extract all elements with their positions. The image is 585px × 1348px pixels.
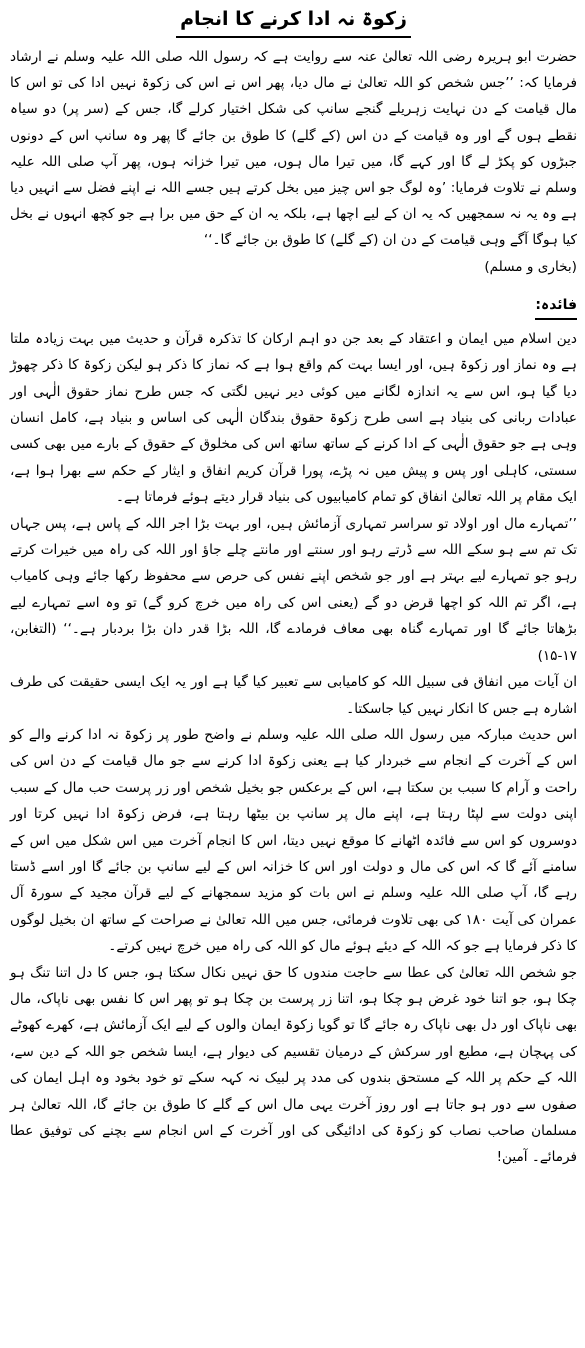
commentary-body: [10, 326, 577, 1171]
commentary-paragraph-3: ان آیات میں انفاق فی سبیل اللہ کو کامیابی سے تعبیر کیا گیا ہے اور یہ ایک ایسی حقیقت کی طرف اشارہ ہے جس کا انکار نہیں کیا جاسکتا۔: [10, 674, 577, 717]
section-label-wrap: [10, 290, 577, 326]
commentary-paragraph-4: اس حدیث مبارکہ میں رسول اللہ صلی اللہ علیہ وسلم نے واضح طور پر زکوۃ نہ ادا کرنے والے کو اس کے آخرت کے انجام سے خبردار کیا ہے یعنی زکوۃ ادا کرنے سے جو مال قیامت کے دن اس کی راحت و آرام کا سبب بن سکتا ہے، اس کے برعکس جو بخیل شخص اور زر پرست حب مال کے سبب اپنی دولت سے لپٹا رہتا ہے، اپنے مال پر سانپ بن بیٹھا رہتا ہے، فرض زکوۃ ادا نہیں کرتا اور دوسروں کو اس سے فائدہ اٹھانے کا موقع نہیں دیتا، اس کا انجام آخرت میں اس شکل میں اس کے سامنے آئے گا کہ اس کی مال و دولت اور اس کا خزانہ اس کے لیے سانپ بن جائے گا اور اسے ڈستا رہے گا، آپ صلی اللہ علیہ وسلم نے اس بات کو مزید سمجھانے کے لیے قرآن مجید کے سورۃ آل عمران کی آیت ۱۸۰ کی بھی تلاوت فرمائی، جس میں اللہ تعالیٰ نے صراحت کے ساتھ ان بخیل لوگوں کا ذکر فرمایا ہے جو کہ اللہ کے دیئے ہوئے مال کو اللہ کی راہ میں خرچ نہیں کرتے۔: [10, 726, 578, 955]
article-title: زکوۃ نہ ادا کرنے کا انجام: [176, 4, 411, 38]
benefit-section-label: فائدہ:: [535, 292, 577, 320]
hadith-reference: (بخاری و مسلم): [484, 258, 577, 275]
quran-quote-paragraph: ’’تمہارے مال اور اولاد تو سراسر تمہاری آزمائش ہیں، اور بہت بڑا اجر اللہ کے پاس ہے، پس جہاں تک تم سے ہو سکے اللہ سے ڈرتے رہو اور سنتے اور مانتے چلے جاؤ اور اللہ کی راہ میں خیرات کرتے رہو جو تمہارے لیے بہتر ہے اور جو شخص اپنے نفس کی حرص سے محفوظ رکھا جائے وہی کامیاب ہے، اگر تم اللہ کو اچھا قرض دو گے (یعنی اس کی راہ میں خرچ کرو گے) تو وہ اسے تمہارے لیے بڑھاتا جائے گا اور تمہارے گناہ بھی معاف فرمادے گا، اللہ بڑا قدر دان بڑا بردبار ہے۔‘‘ (التغابن، ۱۷-۱۵): [10, 515, 577, 664]
commentary-paragraph-1: دین اسلام میں ایمان و اعتقاد کے بعد جن دو اہم ارکان کا تذکرہ قرآن و حدیث میں بہت زیادہ ملتا ہے وہ نماز اور زکوۃ ہیں، اور ایسا بہت کم واقع ہوا ہے کہ نماز کا ذکر ہو لیکن زکوۃ کا ذکر چھوڑ دیا گیا ہو، اس سے یہ اندازہ لگانے میں کوئی دیر نہیں لگتی کہ جس طرح نماز حقوق الٰہی اور عبادات ربانی کی بنیاد ہے اسی طرح زکوۃ حقوق بندگان الٰہی کی اساس و بنیاد ہے، کامل انسان وہی ہے جو حقوق الٰہی کے ادا کرنے کے ساتھ ساتھ اس کی مخلوق کے حقوق کے بارے میں بھی کسی سستی، کاہلی اور پس و پیش میں نہ پڑے، پورا قرآن کریم انفاق و ایثار کے حکم سے بھرا ہوا ہے، ایک مقام پر اللہ تعالیٰ انفاق کو تمام کامیابیوں کی بنیاد قرار دیتے ہوئے فرماتا ہے۔: [10, 330, 577, 506]
hadith-text: حضرت ابو ہریرہ رضی اللہ تعالیٰ عنہ سے روایت ہے کہ رسول اللہ صلی اللہ علیہ وسلم نے ارشاد فرمایا کہ: ’’جس شخص کو اللہ تعالیٰ نے مال دیا، پھر اس نے اس کی زکوۃ نہیں ادا کی تو اس کا مال قیامت کے دن نہایت زہریلے گنجے سانپ کی شکل اختیار کرلے گا، جس کے (سر پر) دو سیاہ نقطے ہوں گے اور وہ قیامت کے دن اس (کے گلے) کا طوق بن جائے گا پھر وہ سانپ اس کے دونوں جبڑوں کو پکڑ لے گا اور کہے گا، میں تیرا مال ہوں، میں تیرا خزانہ ہوں، پھر آپ صلی اللہ علیہ وسلم نے تلاوت فرمایا: ’وہ لوگ جو اس چیز میں بخل کرتے ہیں جسے اللہ نے اپنے فضل سے انہیں دیا ہے وہ یہ نہ سمجھیں کہ یہ ان کے لیے اچھا ہے، بلکہ یہ ان کے حق میں برا ہے جو کچھ انہوں نے بخل کیا ہوگا آگے وہی قیامت کے دن ان (کے گلے) کا طوق بن جائے گا۔‘‘: [10, 49, 577, 249]
commentary-paragraph-5: جو شخص اللہ تعالیٰ کی عطا سے حاجت مندوں کا حق نہیں نکال سکتا ہو، جس کا دل اتنا تنگ ہو چکا ہو، جو اتنا خود غرض ہو چکا ہو، اتنا زر پرست بن چکا ہو تو پھر اس کا نفس بھی ناپاک، مال بھی ناپاک اور دل بھی ناپاک رہ جائے گا تو گویا زکوۃ ایمان والوں کے لیے ایک آزمائش ہے، کھرے کھوٹے کی پہچان ہے، مطیع اور سرکش کے درمیان تقسیم کی دیوار ہے، ایسا شخص جو اللہ کے دین سے، اللہ کے حکم پر اللہ کے مستحق بندوں کی مدد پر لبیک نہ کہہ سکے تو خود بخود وہ اہل ایمان کی صفوں سے دور ہو جاتا ہے اور روز آخرت یہی مال اس کے گلے کا طوق بن جائے گا، اللہ تعالیٰ ہر مسلمان صاحب نصاب کو زکوۃ کی ادائیگی کی اور آخرت کے اس انجام سے بچنے کی توفیق عطا فرمائے۔ آمین!: [10, 964, 577, 1166]
title-wrap: [10, 4, 577, 38]
